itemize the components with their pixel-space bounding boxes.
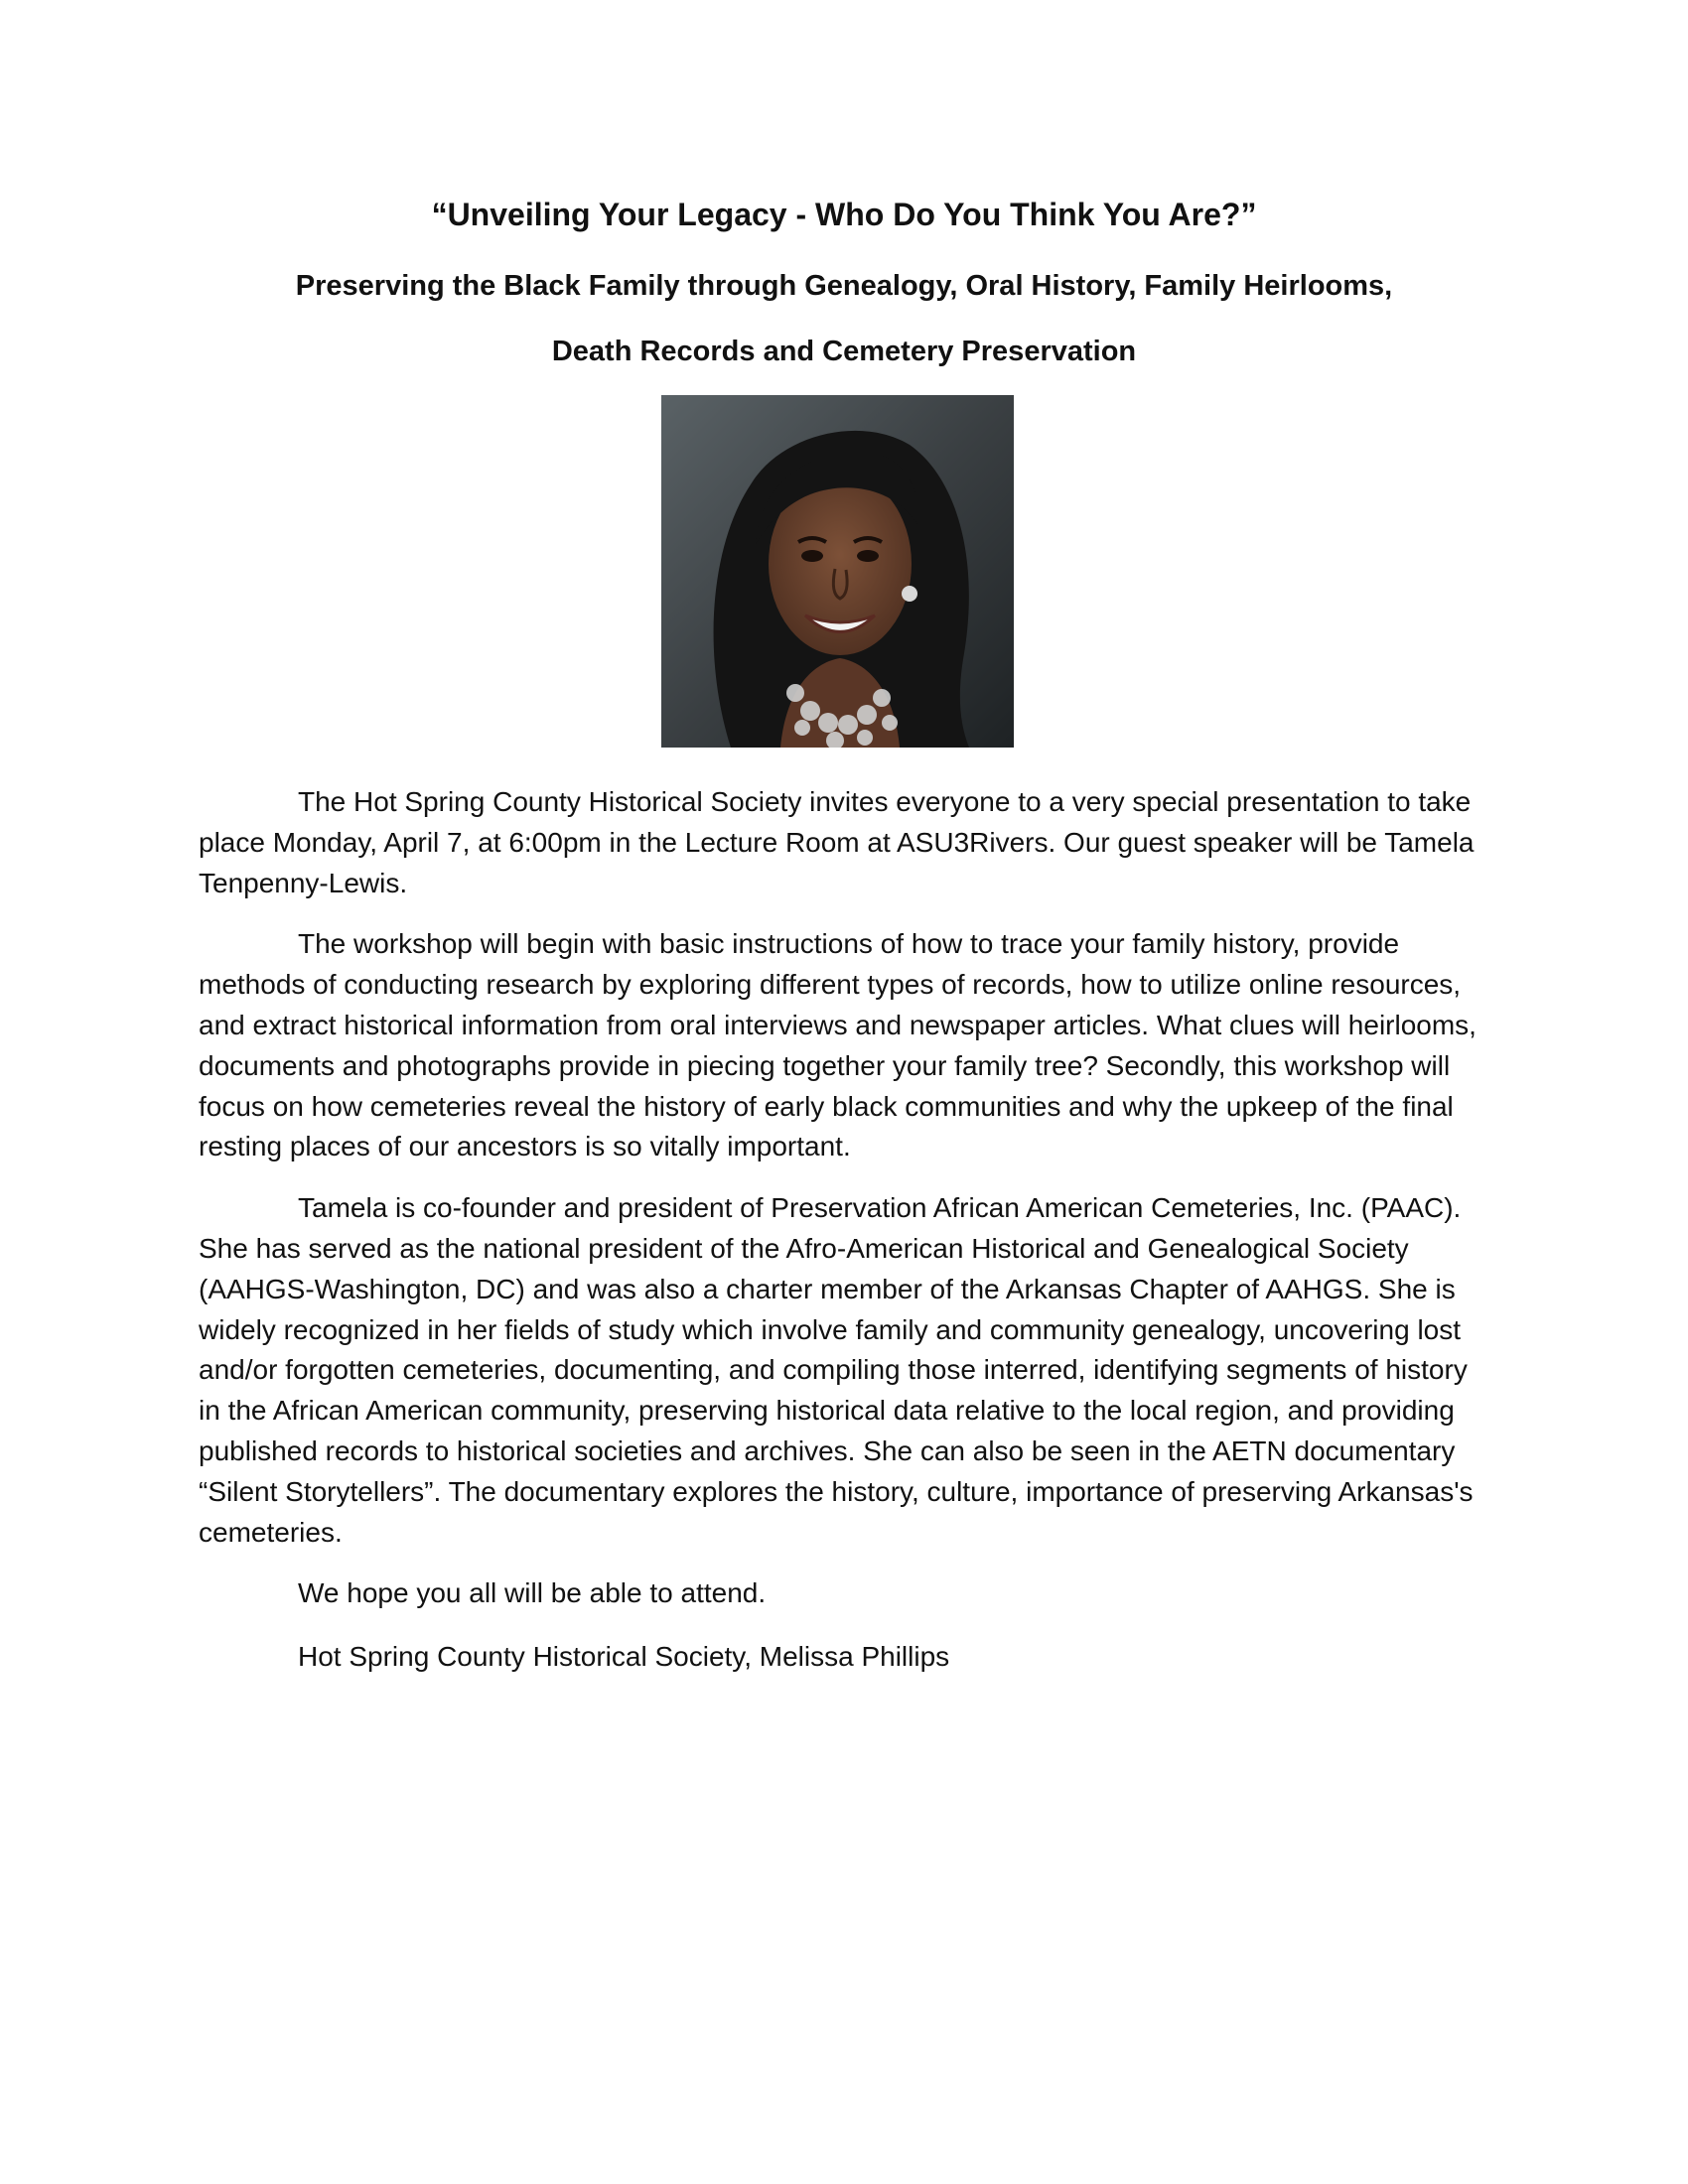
closing-line: We hope you all will be able to attend. [298,1577,767,1609]
paragraph-workshop: The workshop will begin with basic instructions of how to trace your family history, provide methods of conducting research by exploring different types of records, how to utilize online resources, and extract historical information from oral interviews and newspaper articles. What clues will heirlooms, documents and photographs provide in piecing together your family tree? Secondly, this workshop will focus on how cemeteries reveal the history of early black communities and why the upkeep of the final resting places of our ancestors is so vitally important. [199,928,1477,1162]
document-subtitle-line-2: Death Records and Cemetery Preservation [551,336,1137,367]
signature-line: Hot Spring County Historical Society, Melissa Phillips [298,1641,950,1673]
flyer-body [199,782,1489,1701]
paragraph-speaker-bio: Tamela is co-founder and president of Preservation African American Cemeteries, Inc. (PAAC). She has served as the national president of the Afro-American Historical and Genealogical Society (AAHGS-Washington, DC) and was also a charter member of the Arkansas Chapter of AAHGS. She is widely recognized in her fields of study which involve family and community genealogy, uncovering lost and/or forgotten cemeteries, documenting, and compiling those interred, identifying segments of history in the African American community, preserving historical data relative to the local region, and providing published records to historical societies and archives. She can also be seen in the AETN documentary “Silent Storytellers”. The documentary explores the history, culture, importance of preserving Arkansas's cemeteries. [199,1192,1474,1548]
document-subtitle-line-1: Preserving the Black Family through Genealogy, Oral History, Family Heirlooms, [295,270,1393,302]
document-title: “Unveiling Your Legacy - Who Do You Think You Are?” [431,197,1257,232]
paragraph-invitation: The Hot Spring County Historical Society invites everyone to a very special presentation to take place Monday, April 7, at 6:00pm in the Lecture Room at ASU3Rivers. Our guest speaker will be Tamela Tenpenny-Lewis. [199,786,1475,898]
speaker-portrait-photo [661,395,1014,748]
